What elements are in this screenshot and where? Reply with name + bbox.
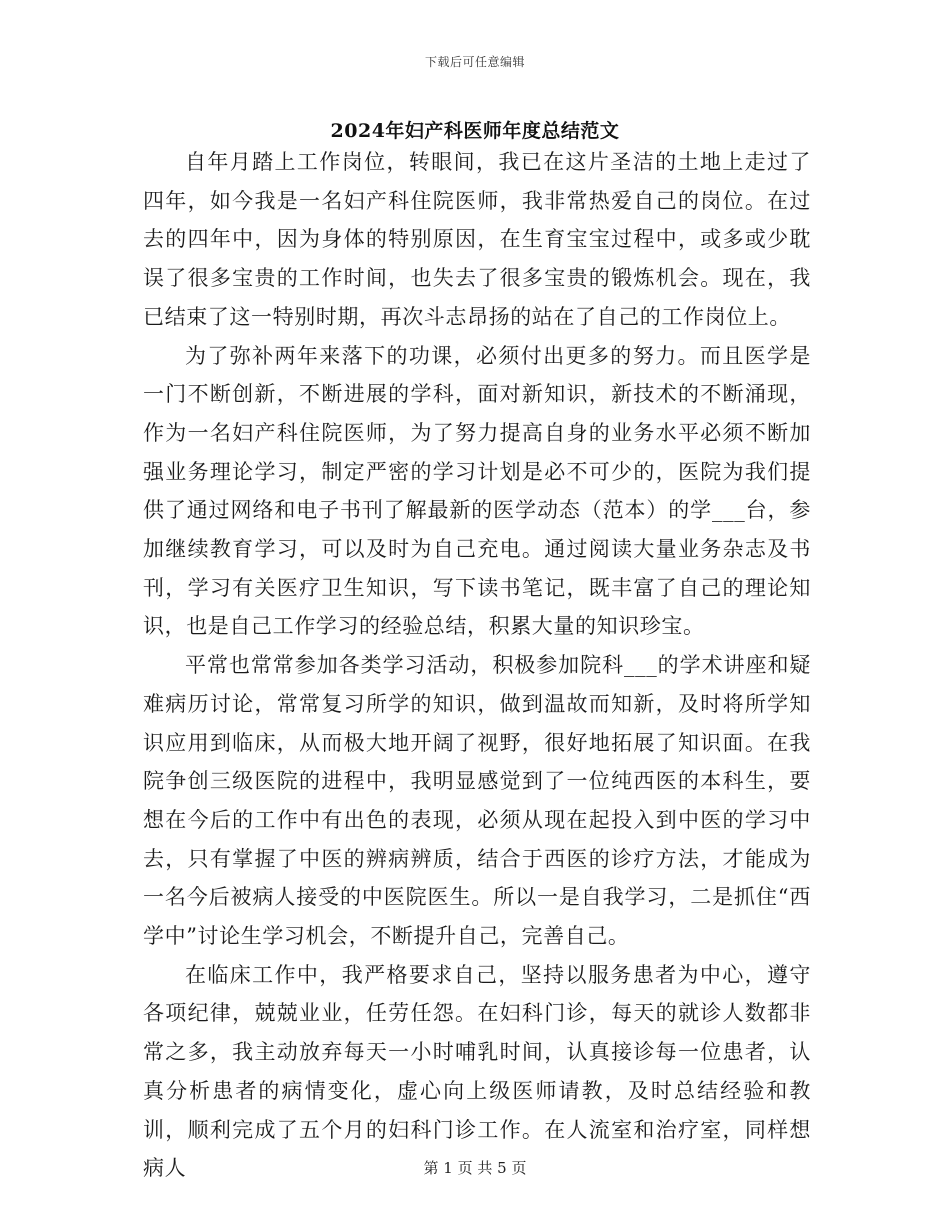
document-title: 2024年妇产科医师年度总结范文	[330, 120, 620, 142]
header-note: 下载后可任意编辑	[424, 55, 525, 69]
paragraph-3: 平常也常常参加各类学习活动，积极参加院科___的学术讲座和疑难病历讨论，常常复习所学的知识，做到温故而知新，及时将所学知识应用到临床，从而极大地开阔了视野，很好地拓展了知识面。在我院争创三级医院的进程中，我明显感觉到了一位纯西医的本科生，要想在今后的工作中有出色的表现，必须从现在起投入到中医的学习中去，只有掌握了中医的辨病辨质，结合于西医的诊疗方法，才能成为一名今后被病人接受的中医院医生。所以一是自我学习，二是抓住“西学中”讨论生学习机会，不断提升自己，完善自己。	[143, 653, 811, 949]
paragraph-2: 为了弥补两年来落下的功课，必须付出更多的努力。而且医学是一门不断创新，不断进展的学科，面对新知识，新技术的不断涌现，作为一名妇产科住院医师，为了努力提高自身的业务水平必须不断加强业务理论学习，制定严密的学习计划是必不可少的，医院为我们提供了通过网络和电子书刊了解最新的医学动态（范本）的学___台，参加继续教育学习，可以及时为自己充电。通过阅读大量业务杂志及书刊，学习有关医疗卫生知识，写下读书笔记，既丰富了自己的理论知识，也是自己工作学习的经验总结，积累大量的知识珍宝。	[143, 343, 811, 639]
page-number: 第 1 页 共 5 页	[423, 1159, 527, 1177]
paragraph-1: 自年月踏上工作岗位，转眼间，我已在这片圣洁的土地上走过了四年，如今我是一名妇产科住院医师，我非常热爱自己的岗位。在过去的四年中，因为身体的特别原因，在生育宝宝过程中，或多或少耽误了很多宝贵的工作时间，也失去了很多宝贵的锻炼机会。现在，我已结束了这一特别时期，再次斗志昂扬的站在了自己的工作岗位上。	[143, 150, 811, 329]
paragraph-4: 在临床工作中，我严格要求自己，坚持以服务患者为中心，遵守各项纪律，兢兢业业，任劳任怨。在妇科门诊，每天的就诊人数都非常之多，我主动放弃每天一小时哺乳时间，认真接诊每一位患者，认真分析患者的病情变化，虚心向上级医师请教，及时总结经验和教训，顺利完成了五个月的妇科门诊工作。在人流室和治疗室，同样想病人	[143, 962, 811, 1181]
document-body	[143, 143, 811, 1188]
